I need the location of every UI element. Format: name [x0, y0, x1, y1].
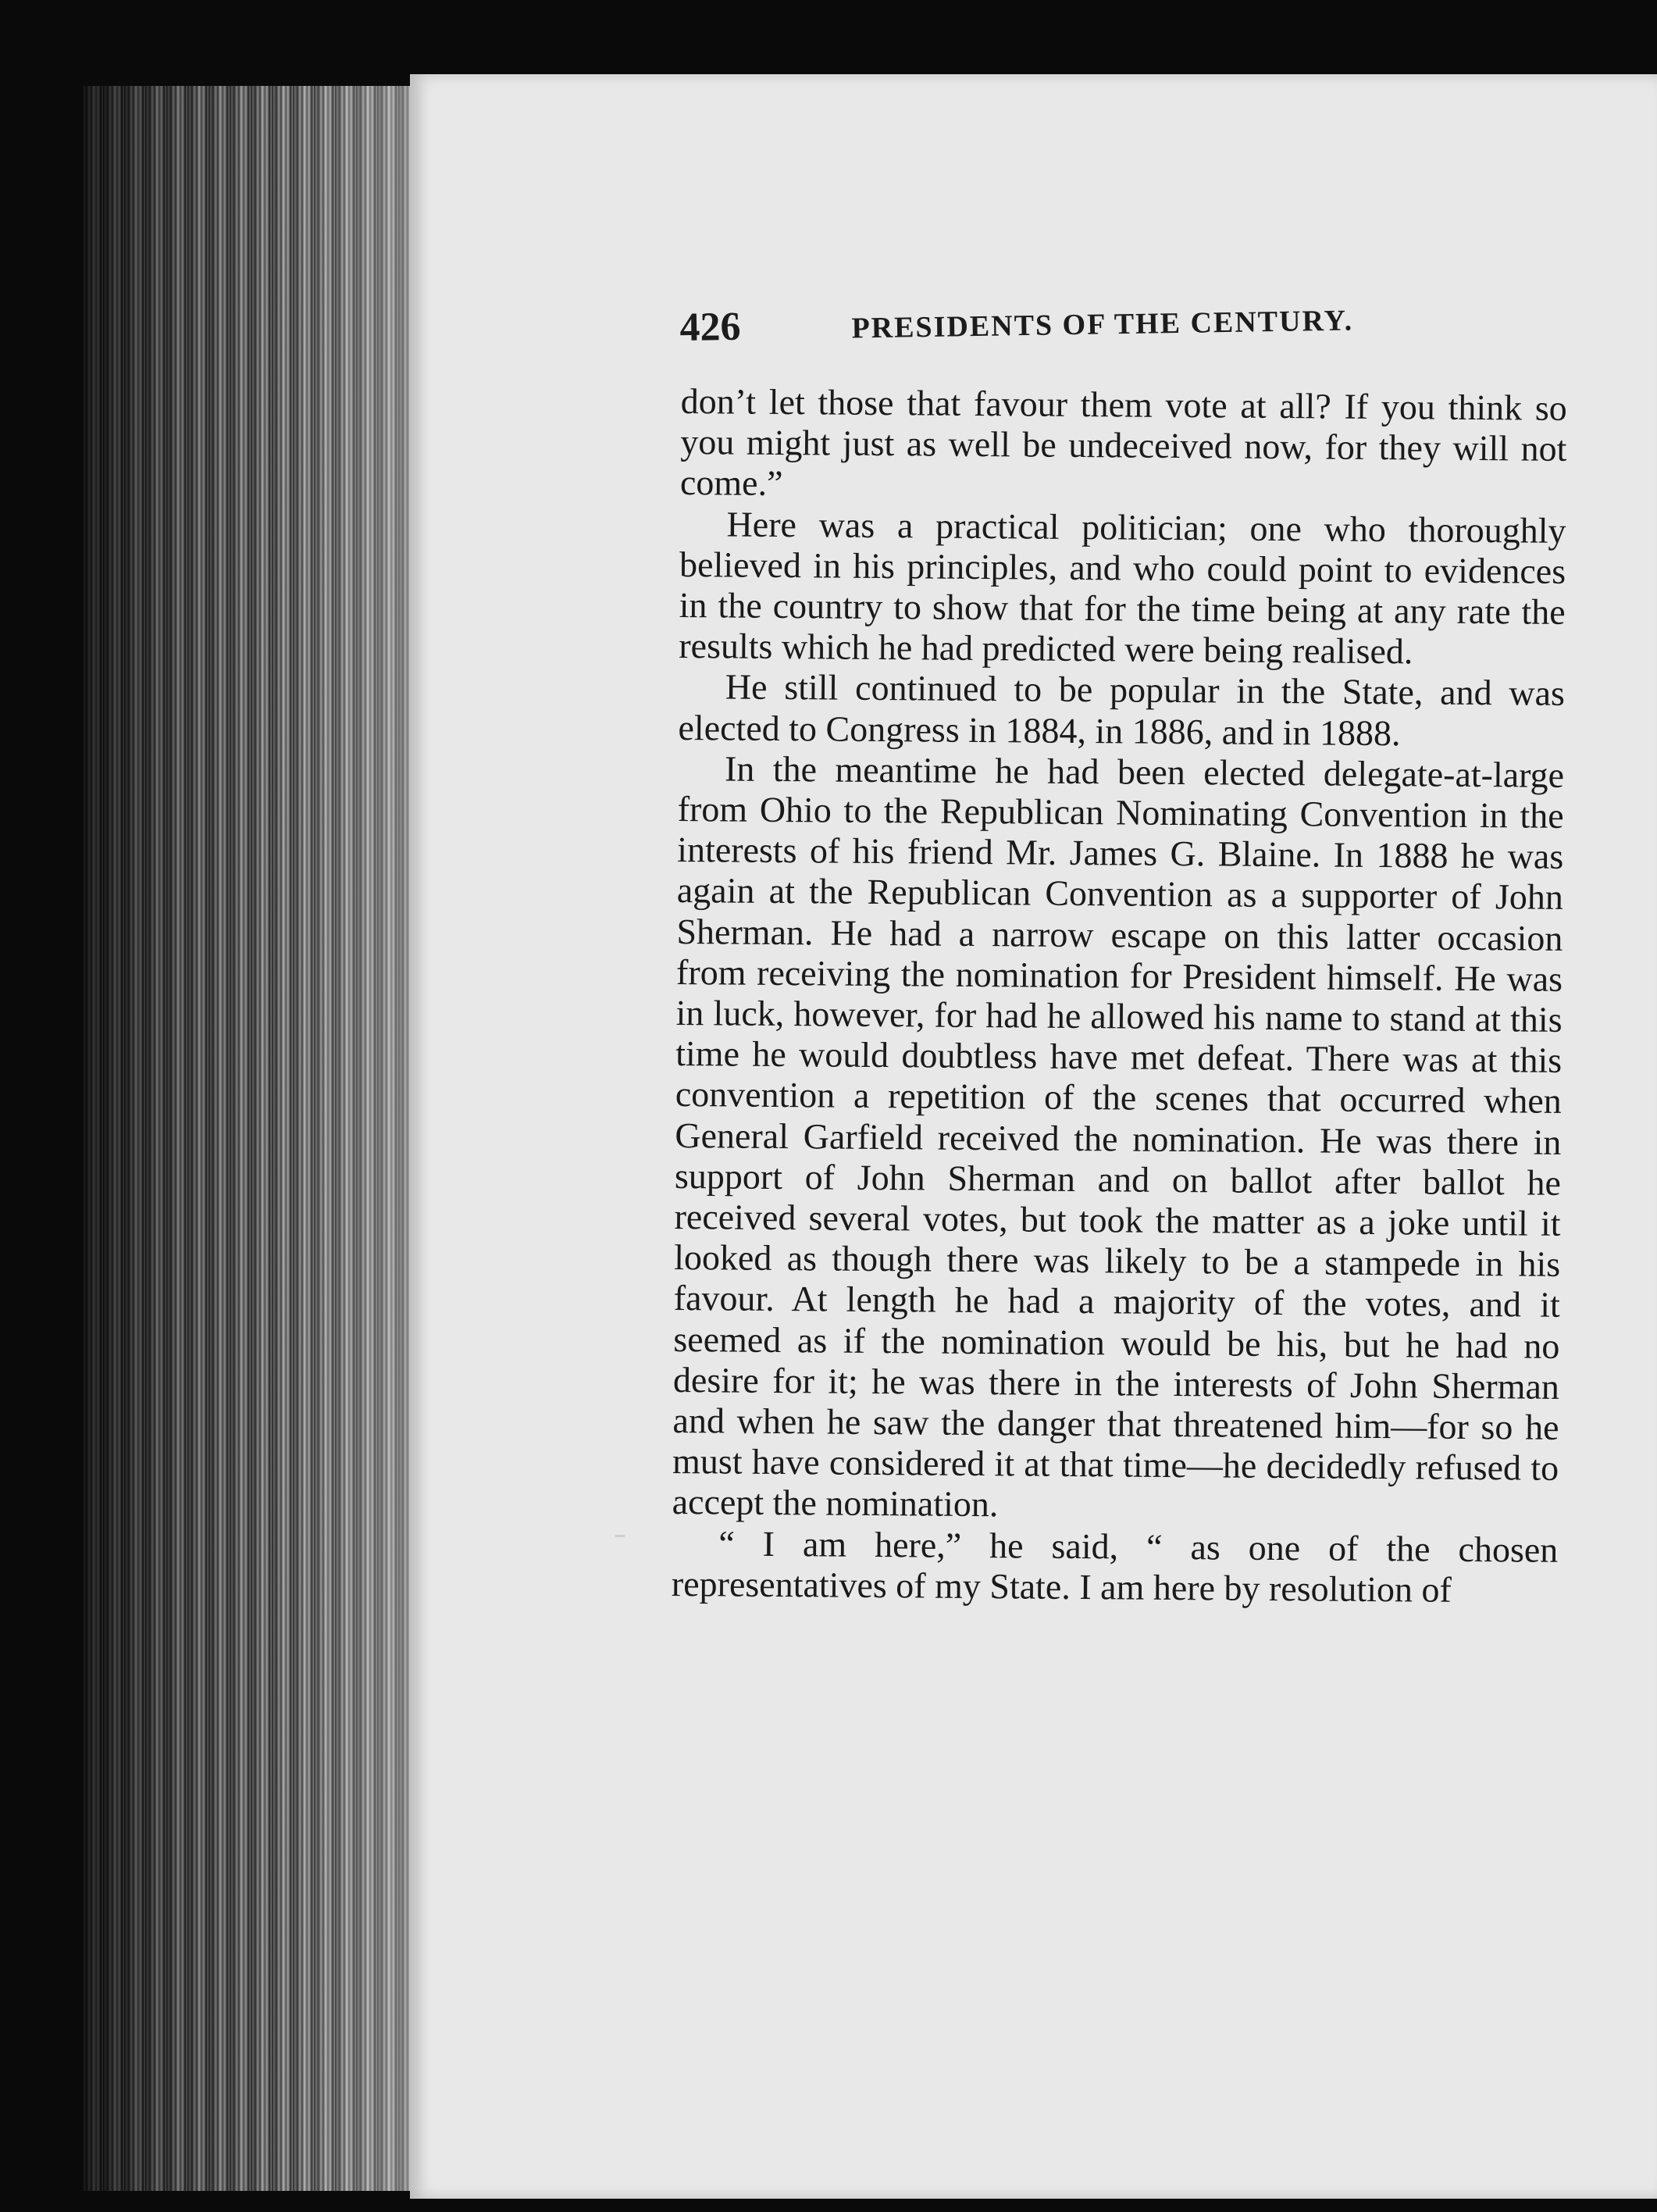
- paragraph-1: don’t let those that favour them vote at all? If you think so you might just as well be undeceived now, for they will not come.”: [679, 381, 1567, 504]
- paragraph-5: “ I am here,” he said, “ as one of the chosen representatives of my State. I am here by resolution of: [671, 1523, 1559, 1610]
- paragraph-3: He still continued to be popular in the State, and was elected to Congress in 1884, in 1886, and in 1888.: [678, 666, 1566, 753]
- paragraph-4: In the meantime he had been elected delegate-at-large from Ohio to the Republican Nominating Convention in the interests of his friend Mr. James G. Blaine. In 1888 he was again at the Republican Convention as a supporter of John Sherman. He had a narrow escape on this latter occasion from receiving the nomination for President himself. He was in luck, however, for had he allowed his name to stand at this time he would doubtless have met defeat. There was at this convention a repetition of the scenes that occurred when General Garfield received the nomination. He was there in support of John Sherman and on ballot after ballot he received several votes, but took the matter as a joke until it looked as though there was likely to be a stampede in his favour. At length he had a majority of the votes, and it seemed as if the nomination would be his, but he had no desire for it; he was there in the interests of John Sherman and when he saw the danger that threatened him—for so he must have considered it at that time—he decidedly refused to accept the nomination.: [672, 748, 1565, 1525]
- body-text: [672, 381, 1567, 1611]
- running-head: PRESIDENTS OF THE CENTURY.: [851, 304, 1354, 345]
- paragraph-2: Here was a practical politician; one who thoroughly believed in his principles, and who could point to evidences in the country to show that for the time being at any rate the results which he had predicted were being realised.: [679, 504, 1566, 672]
- page-number: 426: [679, 304, 741, 350]
- margin-mark: [615, 1535, 625, 1537]
- book-page-edges: [82, 86, 418, 2191]
